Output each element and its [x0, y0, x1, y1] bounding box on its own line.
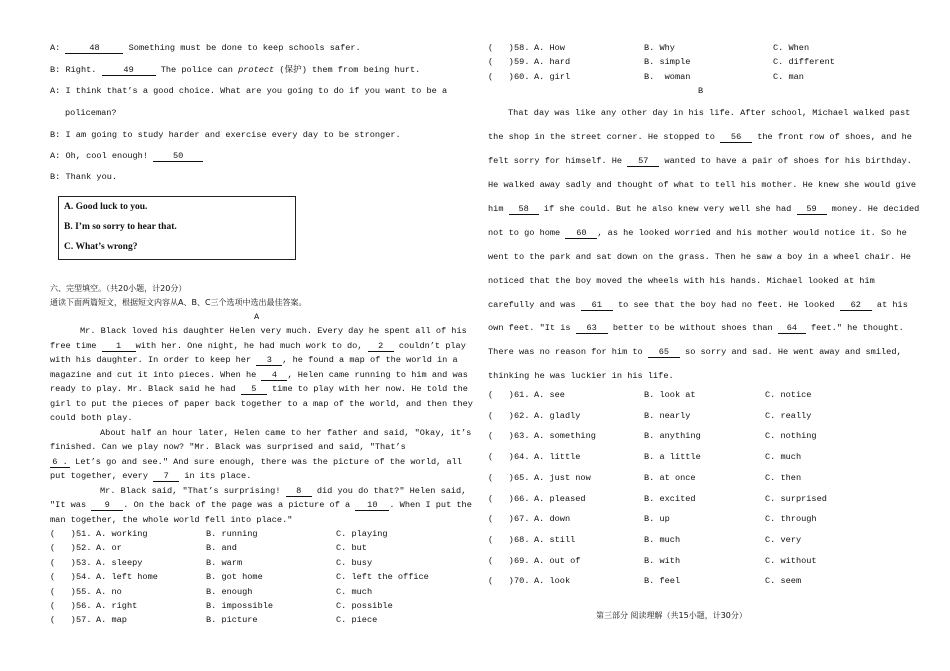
option-b: B. look at: [644, 390, 696, 400]
option-a: A. gladly: [534, 410, 581, 421]
passage-b-line: him 58 if she could. But he also knew very well she had 59 money. He decided: [488, 204, 920, 214]
option-b: B. Why: [644, 43, 675, 53]
option-b: B. up: [644, 514, 670, 525]
passage-b-line: felt sorry for himself. He 57 wanted to have a pair of shoes for his birthday.: [488, 156, 912, 166]
question-number: 60.: [514, 71, 530, 82]
passage-a-line: could both play.: [50, 413, 133, 423]
question-row: [50, 557, 460, 569]
passage-b-line: went to the park and sat down on the grass. Then he saw a boy in a wheel chair. He: [488, 252, 911, 262]
question-row: [50, 528, 460, 540]
option-b: B. excited: [644, 493, 696, 504]
answer-paren[interactable]: ( ): [50, 586, 76, 597]
option-a: A. map: [96, 615, 127, 626]
blank-4: 4: [261, 370, 287, 381]
option-b: B. at once: [644, 472, 696, 483]
question-number: 51.: [76, 529, 92, 539]
passage-a-line: 6 . Let’s go and see." And sure enough, there was the picture of the world, all: [50, 456, 462, 468]
option-a: A. just now: [534, 472, 591, 483]
blank-62: 62: [840, 300, 872, 311]
question-row: [488, 493, 898, 505]
option-b: B. warm: [206, 557, 243, 568]
blank-64: 64: [778, 323, 806, 334]
question-row: [488, 71, 898, 83]
dialogue-line-49: B: Right. 49 The police can protect (保护) them from being hurt.: [50, 65, 421, 75]
option-c: C. really: [765, 410, 812, 421]
question-row: [488, 389, 898, 401]
blank-61: 61: [581, 300, 613, 311]
question-number: 62.: [514, 410, 530, 421]
option-a: A. look: [534, 576, 571, 587]
blank-65: 65: [648, 347, 680, 358]
question-number: 54.: [76, 572, 92, 583]
passage-a-label: A: [254, 312, 260, 322]
blank-58: 58: [509, 204, 539, 215]
blank-59: 59: [797, 204, 827, 215]
option-c: C. surprised: [765, 493, 827, 504]
blank-50: 50: [153, 151, 203, 162]
question-row: [488, 472, 898, 484]
question-row: [488, 42, 898, 54]
passage-a-line: About half an hour later, Helen came to her father and said, "Okay, it’s: [100, 428, 472, 438]
passage-a-line: finished. Can we play now? "Mr. Black was surprised and said, "That’s: [50, 442, 406, 452]
option-b: B. and: [206, 543, 237, 554]
option-c: C. then: [765, 472, 802, 483]
option-a: A. something: [534, 431, 596, 442]
blank-8: 8: [286, 486, 312, 497]
answer-paren[interactable]: ( ): [488, 43, 514, 53]
option-a: A. see: [534, 390, 565, 400]
question-row: [50, 614, 460, 626]
question-number: 55.: [76, 586, 92, 597]
option-a: A. girl: [534, 71, 571, 82]
answer-paren[interactable]: ( ): [488, 431, 514, 442]
passage-a-line: free time 1 with her. One night, he had much work to do, 2 couldn’t play: [50, 341, 466, 351]
option-a: A. down: [534, 514, 571, 525]
dialogue-line-48: A: 48 Something must be done to keep schools safer.: [50, 43, 361, 53]
question-row: [50, 571, 460, 583]
question-row: [50, 600, 460, 612]
option-a: A. out of: [534, 555, 581, 566]
answer-paren[interactable]: ( ): [488, 514, 514, 525]
option-b: B. simple: [644, 57, 691, 68]
option-a: A. working: [96, 529, 148, 539]
passage-b-line: He walked away sadly and thought of what to tell his mother. He knew she would give: [488, 180, 917, 190]
question-row: [488, 534, 898, 546]
answer-paren[interactable]: ( ): [488, 555, 514, 566]
answer-paren[interactable]: ( ): [50, 557, 76, 568]
option-c: C. What’s wrong?: [64, 242, 138, 252]
blank-3: 3: [256, 355, 282, 366]
answer-paren[interactable]: ( ): [488, 576, 514, 587]
blank-63: 63: [576, 323, 608, 334]
option-c: C. When: [773, 43, 810, 53]
question-number: 59.: [514, 57, 530, 68]
option-a: A. or: [96, 543, 122, 554]
blank-57: 57: [627, 156, 659, 167]
option-b: B. running: [206, 529, 258, 539]
option-a: A. right: [96, 601, 138, 611]
option-b: B. picture: [206, 615, 258, 626]
option-b: B. impossible: [206, 601, 274, 611]
option-a: A. pleased: [534, 493, 586, 504]
blank-6: 6 .: [50, 457, 70, 468]
blank-5: 5: [241, 384, 267, 395]
passage-a-line: magazine and cut it into pieces. When he 4 , Helen came running to him and was: [50, 370, 468, 380]
option-c: C. piece: [336, 615, 378, 626]
question-row: [50, 586, 460, 598]
passage-a-line: Mr. Black loved his daughter Helen very much. Every day he spent all of his: [80, 326, 467, 336]
option-a: A. hard: [534, 57, 571, 68]
passage-b-line: noticed that the boy moved the wheels with his hands. Michael looked at him: [488, 276, 875, 286]
passage-a-line: man together, the whole world fell into place.": [50, 515, 293, 525]
option-b: B. got home: [206, 572, 263, 583]
question-row: [488, 410, 898, 422]
question-number: 63.: [514, 431, 530, 442]
option-c: C. man: [773, 71, 804, 82]
option-a: A. Good luck to you.: [64, 202, 148, 212]
answer-paren[interactable]: ( ): [488, 390, 514, 400]
passage-b-line: the shop in the street corner. He stopped to 56 the front row of shoes, and he: [488, 132, 912, 142]
passage-b-line: not to go home 60 , as he looked worried and his mother would notice it. So he: [488, 228, 907, 238]
option-c: C. possible: [336, 601, 393, 611]
option-b: B. anything: [644, 431, 701, 442]
question-number: 70.: [514, 576, 530, 587]
question-row: [488, 430, 898, 442]
section-instruction: 通读下面两篇短文，根据短文内容从A、B、C三个选项中选出最佳答案。: [50, 298, 307, 307]
passage-b-line: own feet. "It is 63 better to be without shoes than 64 feet." he thought.: [488, 323, 904, 333]
passage-a-line: girl to put the pieces of paper back together to a map of the world, and then they: [50, 399, 473, 409]
question-number: 65.: [514, 472, 530, 483]
blank-1: 1: [102, 341, 136, 352]
dialogue-line-4: policeman?: [65, 108, 117, 118]
option-b: B. woman: [644, 71, 691, 82]
question-number: 68.: [514, 534, 530, 545]
option-a: A. little: [534, 452, 581, 463]
option-b: B. feel: [644, 576, 681, 587]
question-row: [488, 451, 898, 463]
option-a: A. no: [96, 586, 122, 597]
answer-paren[interactable]: ( ): [50, 529, 76, 539]
answer-paren[interactable]: ( ): [488, 452, 514, 463]
passage-a-line: Mr. Black said, "That’s surprising! 8 did you do that?" Helen said,: [100, 486, 467, 496]
options-box: [58, 196, 296, 260]
answer-paren[interactable]: ( ): [50, 615, 76, 626]
question-number: 67.: [514, 514, 530, 525]
blank-49: 49: [102, 65, 156, 76]
option-b: B. much: [644, 534, 681, 545]
question-number: 52.: [76, 543, 92, 554]
option-c: C. notice: [765, 390, 812, 400]
passage-b-line: carefully and was 61 to see that the boy had no feet. He looked 62 at his: [488, 300, 908, 310]
question-number: 64.: [514, 452, 530, 463]
option-c: C. different: [773, 57, 835, 68]
passage-a-line: put together, every 7 in its place.: [50, 471, 252, 481]
blank-56: 56: [720, 132, 752, 143]
dialogue-line-50: A: Oh, cool enough! 50: [50, 150, 203, 162]
question-number: 69.: [514, 555, 530, 566]
passage-a-line: "It was 9 . On the back of the page was a picture of a 10 . When I put the: [50, 500, 472, 510]
question-number: 58.: [514, 43, 530, 53]
option-c: C. playing: [336, 529, 388, 539]
option-b: B. nearly: [644, 410, 691, 421]
blank-9: 9: [91, 500, 123, 511]
blank-48: 48: [65, 43, 123, 54]
option-c: C. left the office: [336, 572, 429, 583]
option-a: A. sleepy: [96, 557, 143, 568]
option-b: B. enough: [206, 586, 253, 597]
question-row: [488, 513, 898, 525]
option-c: C. without: [765, 555, 817, 566]
dialogue-line-3: A: I think that’s a good choice. What are you going to do if you want to be a: [50, 86, 448, 96]
answer-paren[interactable]: ( ): [488, 57, 514, 68]
question-row: [488, 555, 898, 567]
question-row: [488, 575, 898, 587]
question-row: [488, 56, 898, 68]
passage-b-line: thinking he was luckier in his life.: [488, 371, 674, 381]
passage-a-line: with his daughter. In order to keep her 3 , he found a map of the world in a: [50, 355, 458, 365]
option-a: A. left home: [96, 572, 158, 583]
option-c: C. much: [765, 452, 802, 463]
question-number: 53.: [76, 557, 92, 568]
answer-paren[interactable]: ( ): [488, 410, 514, 421]
option-a: A. still: [534, 534, 576, 545]
answer-paren[interactable]: ( ): [488, 71, 514, 82]
answer-paren[interactable]: ( ): [488, 534, 514, 545]
passage-b-line: There was no reason for him to 65 so sorry and sad. He went away and smiled,: [488, 347, 902, 357]
answer-paren[interactable]: ( ): [488, 472, 514, 483]
option-c: C. busy: [336, 557, 373, 568]
option-c: C. nothing: [765, 431, 817, 442]
part3-title: 第三部分 阅读理解（共15小题，计30分）: [596, 611, 747, 620]
option-c: C. through: [765, 514, 817, 525]
blank-2: 2: [368, 341, 394, 352]
passage-b-line: That day was like any other day in his life. After school, Michael walked past: [508, 108, 911, 118]
question-number: 56.: [76, 601, 92, 611]
option-b: B. a little: [644, 452, 701, 463]
passage-b-label: B: [698, 86, 704, 96]
dialogue-line-7: B: Thank you.: [50, 172, 118, 182]
answer-paren[interactable]: ( ): [50, 572, 76, 583]
option-c: C. very: [765, 534, 802, 545]
question-row: [50, 542, 460, 554]
option-b: B. with: [644, 555, 681, 566]
section-title: 六、完型填空。（共20小题，计20分）: [50, 284, 187, 293]
dialogue-line-5: B: I am going to study harder and exercise every day to be stronger.: [50, 130, 401, 140]
option-b: B. I’m so sorry to hear that.: [64, 222, 177, 232]
option-c: C. but: [336, 543, 367, 554]
question-number: 61.: [514, 390, 530, 400]
option-a: A. How: [534, 43, 565, 53]
blank-10: 10: [355, 500, 389, 511]
option-c: C. seem: [765, 576, 802, 587]
passage-a-line: ready to play. Mr. Black said he had 5 time to play with her now. He told the: [50, 384, 468, 394]
option-c: C. much: [336, 586, 373, 597]
question-number: 66.: [514, 493, 530, 504]
answer-paren[interactable]: ( ): [488, 493, 514, 504]
blank-7: 7: [153, 471, 179, 482]
blank-60: 60: [565, 228, 597, 239]
answer-paren[interactable]: ( ): [50, 601, 76, 611]
answer-paren[interactable]: ( ): [50, 543, 76, 554]
question-number: 57.: [76, 615, 92, 626]
